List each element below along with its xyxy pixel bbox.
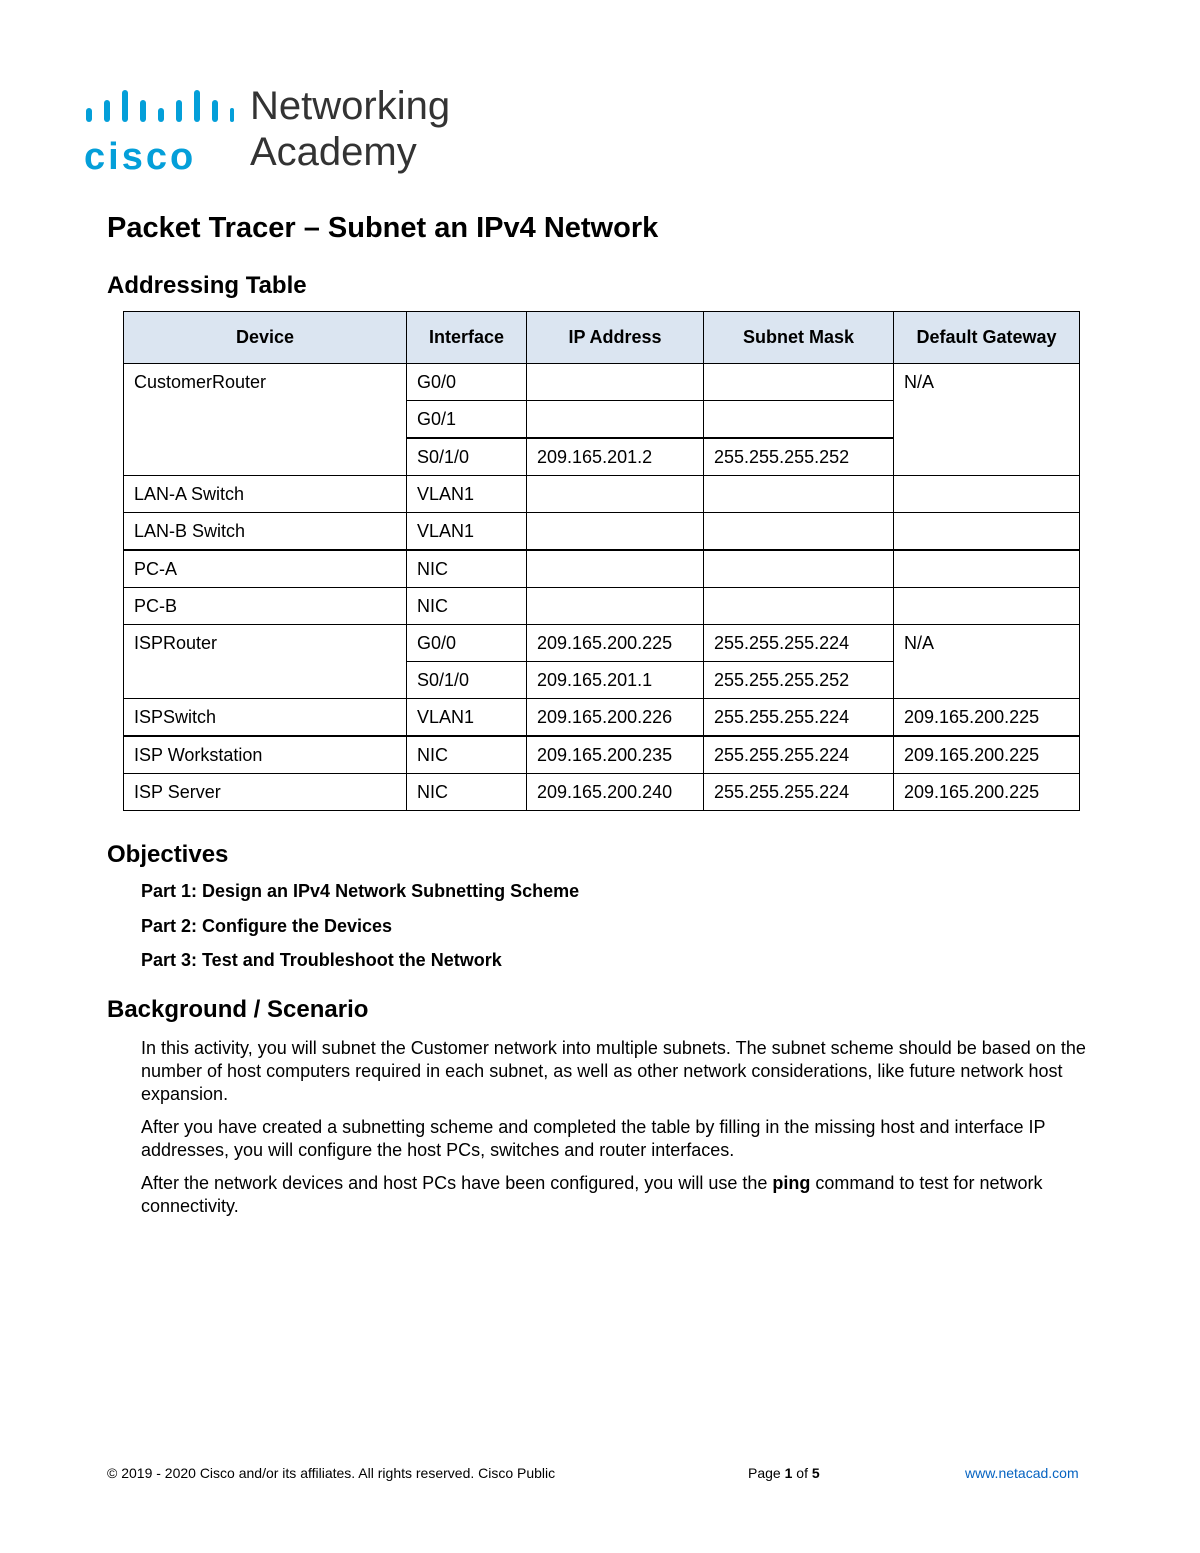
table-cell: 209.165.200.235 — [527, 736, 704, 774]
footer-copyright: © 2019 - 2020 Cisco and/or its affiliates. All rights reserved. Cisco Public — [107, 1465, 556, 1481]
page-label: Page — [748, 1465, 785, 1481]
table-cell — [704, 513, 894, 551]
logo-academy: Academy — [250, 130, 417, 174]
table-cell — [894, 476, 1080, 513]
table-cell: VLAN1 — [407, 476, 527, 513]
table-cell — [704, 476, 894, 513]
cisco-wordmark: cisco — [84, 136, 197, 178]
header-default-gateway: Default Gateway — [894, 312, 1080, 364]
table-header-row — [124, 312, 1080, 364]
table-cell: 255.255.255.224 — [704, 625, 894, 662]
table-cell: 255.255.255.224 — [704, 736, 894, 774]
table-row — [124, 364, 1080, 401]
header-subnet-mask: Subnet Mask — [704, 312, 894, 364]
objective-part-2: Part 2: Configure the Devices — [141, 916, 393, 936]
table-cell: ISPSwitch — [124, 699, 407, 737]
table-cell: 209.165.200.225 — [527, 625, 704, 662]
header-device: Device — [124, 312, 407, 364]
table-row — [124, 699, 1080, 737]
table-cell: PC-A — [124, 550, 407, 588]
table-row — [124, 774, 1080, 811]
table-row — [124, 476, 1080, 513]
table-cell — [527, 476, 704, 513]
page-title: Packet Tracer – Subnet an IPv4 Network — [107, 212, 659, 244]
table-cell: G0/1 — [407, 401, 527, 439]
objective-part-3: Part 3: Test and Troubleshoot the Network — [141, 950, 502, 970]
table-cell: S0/1/0 — [407, 438, 527, 476]
addressing-table — [123, 311, 1080, 811]
footer-link-wrap — [965, 1465, 1079, 1481]
objective-part-1: Part 1: Design an IPv4 Network Subnetting Scheme — [141, 881, 580, 901]
header-interface: Interface — [407, 312, 527, 364]
table-cell: NIC — [407, 736, 527, 774]
table-cell: CustomerRouter — [124, 364, 407, 476]
table-cell — [894, 550, 1080, 588]
table-cell: G0/0 — [407, 364, 527, 401]
objectives-heading: Objectives — [107, 841, 229, 868]
page-of: of — [792, 1465, 812, 1481]
table-cell: ISP Workstation — [124, 736, 407, 774]
table-cell: ISP Server — [124, 774, 407, 811]
table-cell: 255.255.255.224 — [704, 774, 894, 811]
table-cell — [527, 550, 704, 588]
table-cell — [527, 401, 704, 439]
table-cell: 209.165.200.240 — [527, 774, 704, 811]
table-cell: VLAN1 — [407, 513, 527, 551]
table-cell: LAN-B Switch — [124, 513, 407, 551]
table-row — [124, 513, 1080, 551]
addressing-table-heading: Addressing Table — [107, 272, 307, 299]
footer-page-number — [748, 1465, 820, 1481]
table-cell — [704, 364, 894, 401]
table-cell — [527, 364, 704, 401]
table-cell: 209.165.200.226 — [527, 699, 704, 737]
page-current: 1 — [784, 1465, 793, 1481]
table-cell: 255.255.255.224 — [704, 699, 894, 737]
table-cell: NIC — [407, 550, 527, 588]
table-cell: 209.165.201.1 — [527, 662, 704, 699]
table-cell: N/A — [894, 364, 1080, 476]
table-cell — [704, 588, 894, 625]
table-cell — [527, 588, 704, 625]
background-paragraph-2: After you have created a subnetting scheme and completed the table by filling in the missing host and interface IP addresses, you will configure the host PCs, switches and router interfaces. — [141, 1117, 1046, 1160]
netacad-link[interactable]: www.netacad.com — [965, 1465, 1079, 1481]
page-total: 5 — [811, 1465, 820, 1481]
cisco-bars-icon — [84, 88, 234, 132]
table-cell: G0/0 — [407, 625, 527, 662]
background-heading: Background / Scenario — [107, 996, 369, 1023]
table-row — [124, 736, 1080, 774]
table-cell — [704, 401, 894, 439]
table-cell: 255.255.255.252 — [704, 662, 894, 699]
table-cell: NIC — [407, 774, 527, 811]
table-cell: 209.165.200.225 — [894, 774, 1080, 811]
table-cell: VLAN1 — [407, 699, 527, 737]
table-cell: 209.165.201.2 — [527, 438, 704, 476]
table-cell: N/A — [894, 625, 1080, 699]
table-cell: S0/1/0 — [407, 662, 527, 699]
table-cell: NIC — [407, 588, 527, 625]
table-cell: 255.255.255.252 — [704, 438, 894, 476]
table-cell — [704, 550, 894, 588]
cisco-networking-academy-logo — [84, 84, 484, 188]
paragraph-text: After the network devices and host PCs have been configured, you will use the — [141, 1173, 773, 1193]
table-cell — [894, 513, 1080, 551]
table-cell — [894, 588, 1080, 625]
table-row — [124, 588, 1080, 625]
table-cell: ISPRouter — [124, 625, 407, 699]
table-cell: PC-B — [124, 588, 407, 625]
background-paragraph-1: In this activity, you will subnet the Customer network into multiple subnets. The subnet scheme should be based on the number of host computers required in each subnet, as well as other network considerations, like future network host expansion. — [141, 1038, 1086, 1104]
table-cell — [527, 513, 704, 551]
ping-command: ping — [772, 1173, 811, 1193]
header-ip-address: IP Address — [527, 312, 704, 364]
table-cell: 209.165.200.225 — [894, 736, 1080, 774]
paragraph-text: command to test for network connectivity. — [141, 1173, 1043, 1216]
table-row — [124, 625, 1080, 662]
table-cell: 209.165.200.225 — [894, 699, 1080, 737]
logo-networking: Networking — [250, 84, 451, 128]
background-paragraph-3 — [141, 1172, 1101, 1218]
table-cell: LAN-A Switch — [124, 476, 407, 513]
table-row — [124, 550, 1080, 588]
